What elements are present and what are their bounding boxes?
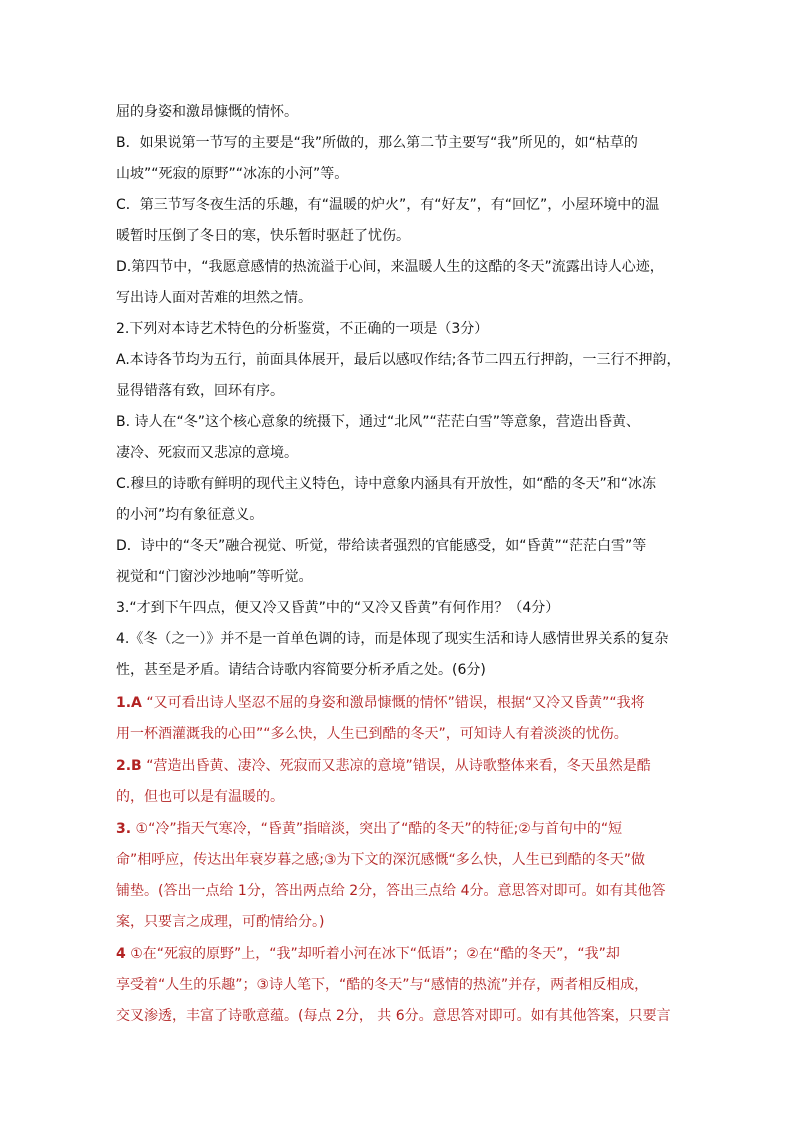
text-line: C．第三节写冬夜生活的乐趣，有“温暖的炉火”，有“好友”，有“回忆”，小屋环境中的温 (116, 197, 660, 213)
text-line: 显得错落有致，回环有序。 (116, 383, 284, 399)
answer-label: 2.B (116, 758, 142, 774)
text-line: 性，甚至是矛盾。请结合诗歌内容简要分析矛盾之处。(6分) (116, 662, 486, 678)
answer-4 (116, 945, 686, 963)
answer-label: 1.A (116, 695, 142, 711)
answer-1 (116, 694, 686, 712)
text-line: D．诗中的“冬天”融合视觉、听觉，带给读者强烈的官能感受，如“昏黄”“茫茫白雪”等 (116, 538, 647, 554)
text-line: 的小河”均有象征意义。 (116, 507, 264, 523)
answer-line: 命”相呼应，传达出年衰岁暮之感;③为下文的深沉感慨“多么快，人生已到酷的冬天”做 (116, 852, 646, 868)
answer-label: 4 (116, 946, 126, 962)
text-line: D.第四节中，“我愿意感情的热流溢于心间，来温暖人生的这酷的冬天”流露出诗人心迹， (116, 259, 664, 275)
answer-2 (116, 757, 686, 775)
text-line: B. 诗人在“冬”这个核心意象的统摄下，通过“北风”“茫茫白雪”等意象，营造出昏黄、 (116, 414, 641, 430)
text-line: 凄冷、死寂而又悲凉的意境。 (116, 445, 298, 461)
text-line: A.本诗各节均为五行，前面具体展开，最后以感叹作结;各节二四五行押韵，一三行不押韵， (116, 352, 681, 368)
answer-line: 案，只要言之成理，可酌情给分。) (116, 914, 325, 930)
answer-text: “营造出昏黄、凄冷、死寂而又悲凉的意境”错误，从诗歌整体来看，冬天虽然是酷 (146, 758, 651, 774)
answer-3 (116, 820, 686, 838)
answer-line: 享受着“人生的乐趣”；③诗人笔下，“酷的冬天”与“感情的热流”并存，两者相反相成， (116, 977, 649, 993)
text-line: 写出诗人面对苦难的坦然之情。 (116, 290, 312, 306)
answer-text: ①在“死寂的原野”上，“我”却听着小河在冰下“低语”；②在“酷的冬天”，“我”却 (130, 946, 620, 962)
answer-text: ①“冷”指天气寒冷，“昏黄”指暗淡，突出了“酷的冬天”的特征;②与首句中的“短 (135, 821, 623, 837)
question-3: 3.“才到下午四点，便又冷又昏黄”中的“又冷又昏黄”有何作用？（4分） (116, 600, 560, 616)
answer-label: 3. (116, 821, 132, 837)
answer-line: 的，但也可以是有温暖的。 (116, 789, 284, 805)
text-line: C.穆旦的诗歌有鲜明的现代主义特色，诗中意象内涵具有开放性，如“酷的冬天”和“冰冻 (116, 476, 656, 492)
question-4: 4.《冬（之一）》并不是一首单色调的诗，而是体现了现实生活和诗人感情世界关系的复杂 (116, 631, 669, 647)
question-2: 2.下列对本诗艺术特色的分析鉴赏，不正确的一项是（3分） (116, 321, 489, 337)
text-line: 暖暂时压倒了冬日的寒，快乐暂时驱赶了忧伤。 (116, 228, 410, 244)
answer-line: 铺垫。(答出一点给 1分，答出两点给 2分，答出三点给 4分。意思答对即可。如有其他答 (116, 883, 666, 899)
answer-line: 交叉渗透，丰富了诗歌意蕴。(每点 2分， 共 6分。意思答对即可。如有其他答案，只要言 (116, 1008, 671, 1024)
answer-text: “又可看出诗人坚忍不屈的身姿和激昂慷慨的情怀”错误，根据“又冷又昏黄”“我将 (146, 695, 645, 711)
text-line: 视觉和“门窗沙沙地响”等听觉。 (116, 569, 313, 585)
text-line: 山坡”“死寂的原野”“冰冻的小河”等。 (116, 166, 349, 182)
answer-line: 用一杯酒灌溉我的心田”“多么快，人生已到酷的冬天”，可知诗人有着淡淡的忧伤。 (116, 726, 628, 742)
text-line: 屈的身姿和激昂慷慨的情怀。 (116, 104, 298, 120)
text-line: B．如果说第一节写的主要是“我”所做的，那么第二节主要写“我”所见的，如“枯草的 (116, 135, 638, 151)
